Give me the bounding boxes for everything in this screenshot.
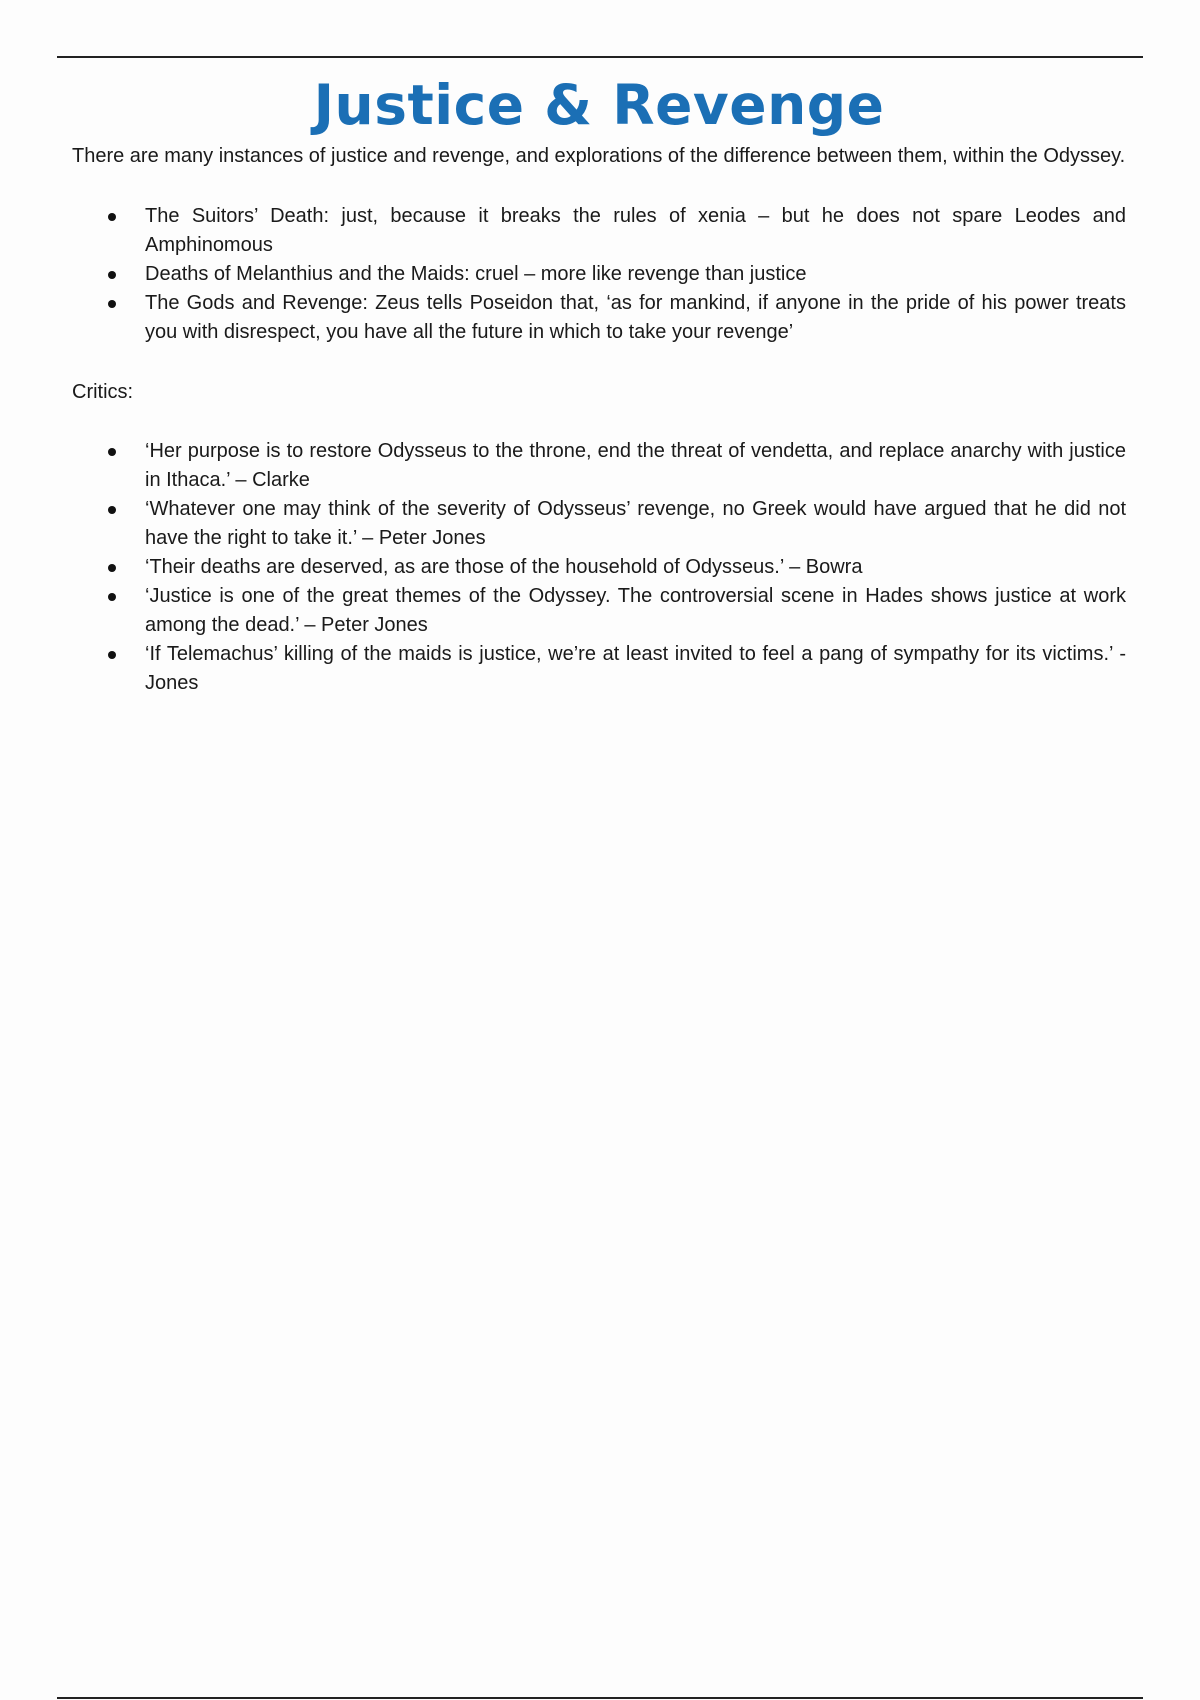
list-item bbox=[72, 437, 1126, 495]
list-item bbox=[72, 553, 1126, 582]
list-item-text: ‘If Telemachus’ killing of the maids is justice, we’re at least invited to feel a pang of sympathy for its victims.’ - Jones bbox=[145, 643, 1126, 694]
list-item-text: ‘Whatever one may think of the severity of Odysseus’ revenge, no Greek would have argued that he did not have the right to take it.’ – Peter Jones bbox=[145, 498, 1126, 549]
list-item-text: The Suitors’ Death: just, because it breaks the rules of xenia – but he does not spare Leodes and Amphinomous bbox=[145, 205, 1126, 256]
list-item-text: Deaths of Melanthius and the Maids: cruel – more like revenge than justice bbox=[145, 263, 807, 285]
list-item-text: ‘Justice is one of the great themes of the Odyssey. The controversial scene in Hades shows justice at work among the dead.’ – Peter Jones bbox=[145, 585, 1126, 636]
critics-list bbox=[72, 437, 1126, 698]
document-title: Justice & Revenge bbox=[313, 73, 885, 137]
examples-list bbox=[72, 202, 1126, 347]
list-item-text: The Gods and Revenge: Zeus tells Poseidon that, ‘as for mankind, if anyone in the pride of his power treats you with disrespect, you have all the future in which to take your revenge’ bbox=[145, 292, 1126, 343]
list-item bbox=[72, 202, 1126, 260]
list-item-text: ‘Her purpose is to restore Odysseus to the throne, end the threat of vendetta, and replace anarchy with justice in Ithaca.’ – Clarke bbox=[145, 440, 1126, 491]
bullet-icon bbox=[108, 271, 116, 279]
footer-rule bbox=[57, 1697, 1143, 1699]
bullet-icon bbox=[108, 448, 116, 456]
list-item bbox=[72, 495, 1126, 553]
list-item bbox=[72, 260, 1126, 289]
intro-paragraph: There are many instances of justice and revenge, and explorations of the difference between them, within the Odyssey. bbox=[72, 145, 1126, 167]
header-rule bbox=[57, 56, 1143, 58]
bullet-icon bbox=[108, 300, 116, 308]
bullet-icon bbox=[108, 506, 116, 514]
bullet-icon bbox=[108, 564, 116, 572]
list-item bbox=[72, 640, 1126, 698]
bullet-icon bbox=[108, 593, 116, 601]
document-page bbox=[72, 70, 1126, 698]
list-item bbox=[72, 582, 1126, 640]
bullet-icon bbox=[108, 651, 116, 659]
bullet-icon bbox=[108, 213, 116, 221]
critics-heading: Critics: bbox=[72, 381, 134, 403]
list-item-text: ‘Their deaths are deserved, as are those of the household of Odysseus.’ – Bowra bbox=[145, 556, 863, 578]
list-item bbox=[72, 289, 1126, 347]
